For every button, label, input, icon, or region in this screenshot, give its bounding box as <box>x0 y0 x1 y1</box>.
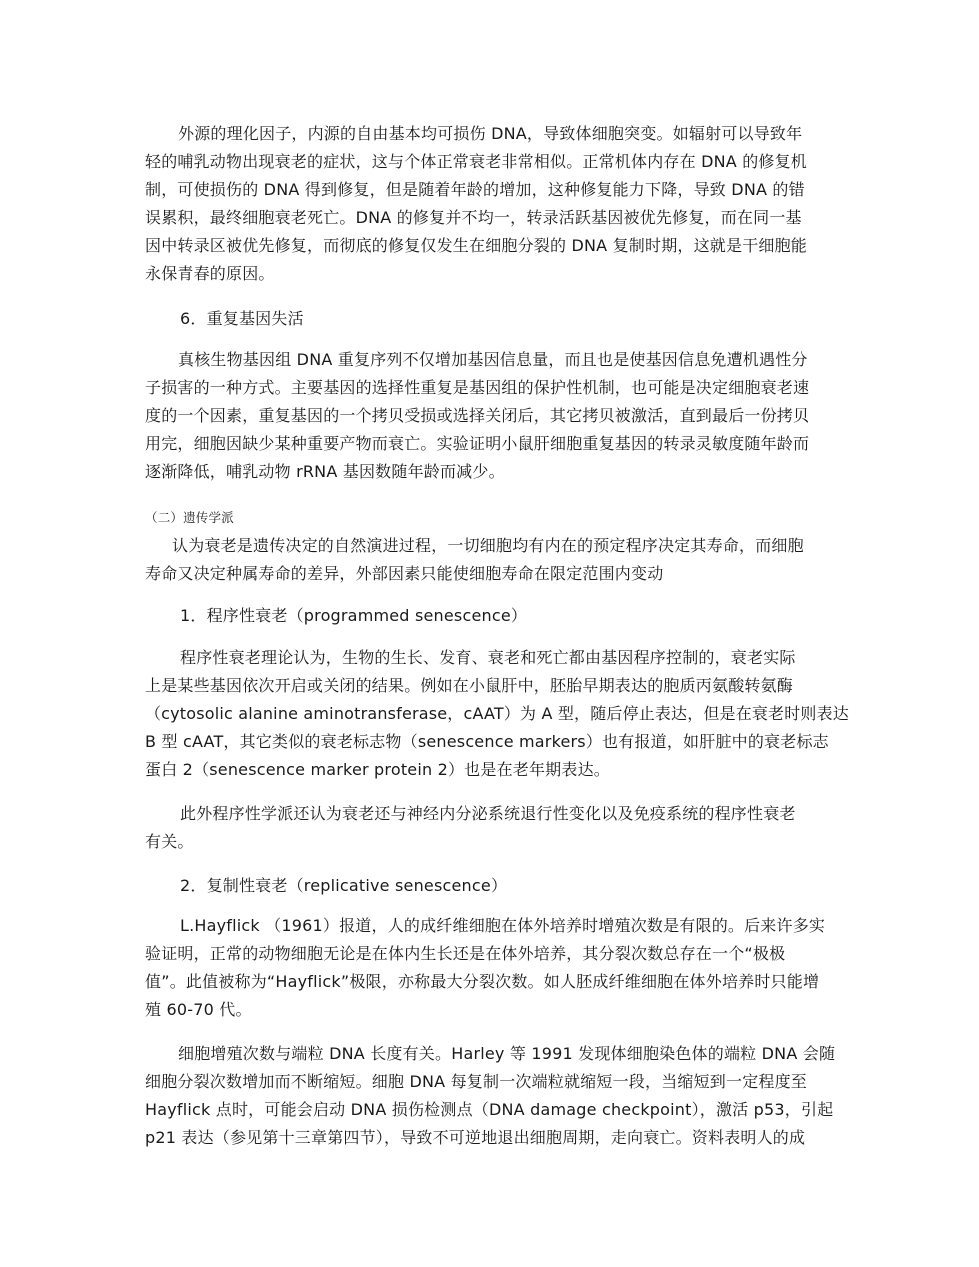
subsection-heading-genetic-school: （二）遗传学派 <box>145 510 234 525</box>
paragraph-5-line-2: 有关。 <box>145 832 194 851</box>
paragraph-3-line-2: 寿命又决定种属寿命的差异，外部因素只能使细胞寿命在限定范围内变动 <box>145 564 664 583</box>
paragraph-1-line-1: 外源的理化因子，内源的自由基本均可损伤 DNA，导致体细胞突变。如辐射可以导致年 <box>178 124 803 143</box>
paragraph-4-line-4: B 型 cAAT，其它类似的衰老标志物（senescence markers）也有报道，如肝脏中的衰老标志 <box>145 732 829 751</box>
paragraph-7-line-4: p21 表达（参见第十三章第四节），导致不可逆地退出细胞周期，走向衰亡。资料表明人的成 <box>145 1128 806 1147</box>
paragraph-1-line-3: 制，可使损伤的 DNA 得到修复，但是随着年龄的增加，这种修复能力下降，导致 DNA 的错 <box>145 180 805 199</box>
paragraph-1-line-4: 误累积，最终细胞衰老死亡。DNA 的修复并不均一，转录活跃基因被优先修复，而在同一基 <box>145 208 802 227</box>
paragraph-6-line-3: 值”。此值被称为“Hayflick”极限，亦称最大分裂次数。如人胚成纤维细胞在体外培养时只能增 <box>145 972 820 991</box>
paragraph-6-line-2: 验证明，正常的动物细胞无论是在体内生长还是在体外培养，其分裂次数总存在一个“极极 <box>145 944 786 963</box>
paragraph-4-line-3: （cytosolic alanine aminotransferase，cAAT）为 A 型，随后停止表达，但是在衰老时则表达 <box>145 704 849 723</box>
paragraph-1-line-6: 永保青春的原因。 <box>145 264 275 283</box>
section-heading-1: 1．程序性衰老（programmed senescence） <box>180 606 528 625</box>
paragraph-6-line-1: L.Hayflick （1961）报道，人的成纤维细胞在体外培养时增殖次数是有限的。后来许多实 <box>180 916 826 935</box>
paragraph-7-line-2: 细胞分裂次数增加而不断缩短。细胞 DNA 每复制一次端粒就缩短一段，当缩短到一定程度至 <box>145 1072 808 1091</box>
paragraph-1-line-2: 轻的哺乳动物出现衰老的症状，这与个体正常衰老非常相似。正常机体内存在 DNA 的修复机 <box>145 152 808 171</box>
section-heading-6: 6．重复基因失活 <box>180 309 304 328</box>
paragraph-2-line-3: 度的一个因素，重复基因的一个拷贝受损或选择关闭后，其它拷贝被激活，直到最后一份拷贝 <box>145 406 810 425</box>
paragraph-2-line-5: 逐渐降低，哺乳动物 rRNA 基因数随年龄而减少。 <box>145 462 505 481</box>
paragraph-5-line-1: 此外程序性学派还认为衰老还与神经内分泌系统退行性变化以及免疫系统的程序性衰老 <box>180 804 796 823</box>
paragraph-2-line-1: 真核生物基因组 DNA 重复序列不仅增加基因信息量，而且也是使基因信息免遭机遇性分 <box>178 350 808 369</box>
paragraph-7-line-1: 细胞增殖次数与端粒 DNA 长度有关。Harley 等 1991 发现体细胞染色体的端粒 DNA 会随 <box>178 1044 836 1063</box>
paragraph-2-line-4: 用完，细胞因缺少某种重要产物而衰亡。实验证明小鼠肝细胞重复基因的转录灵敏度随年龄而 <box>145 434 810 453</box>
paragraph-2-line-2: 子损害的一种方式。主要基因的选择性重复是基因组的保护性机制，也可能是决定细胞衰老速 <box>145 378 810 397</box>
paragraph-4-line-1: 程序性衰老理论认为，生物的生长、发育、衰老和死亡都由基因程序控制的，衰老实际 <box>180 648 796 667</box>
paragraph-1-line-5: 因中转录区被优先修复，而彻底的修复仅发生在细胞分裂的 DNA 复制时期，这就是干细胞能 <box>145 236 808 255</box>
section-heading-2: 2．复制性衰老（replicative senescence） <box>180 876 508 895</box>
paragraph-4-line-5: 蛋白 2（senescence marker protein 2）也是在老年期表达。 <box>145 760 610 779</box>
paragraph-7-line-3: Hayflick 点时，可能会启动 DNA 损伤检测点（DNA damage checkpoint），激活 p53，引起 <box>145 1100 834 1119</box>
paragraph-6-line-4: 殖 60-70 代。 <box>145 1000 252 1019</box>
paragraph-4-line-2: 上是某些基因依次开启或关闭的结果。例如在小鼠肝中，胚胎早期表达的胞质丙氨酸转氨酶 <box>145 676 794 695</box>
paragraph-3-line-1: 认为衰老是遗传决定的自然演进过程，一切细胞均有内在的预定程序决定其寿命，而细胞 <box>172 536 804 555</box>
